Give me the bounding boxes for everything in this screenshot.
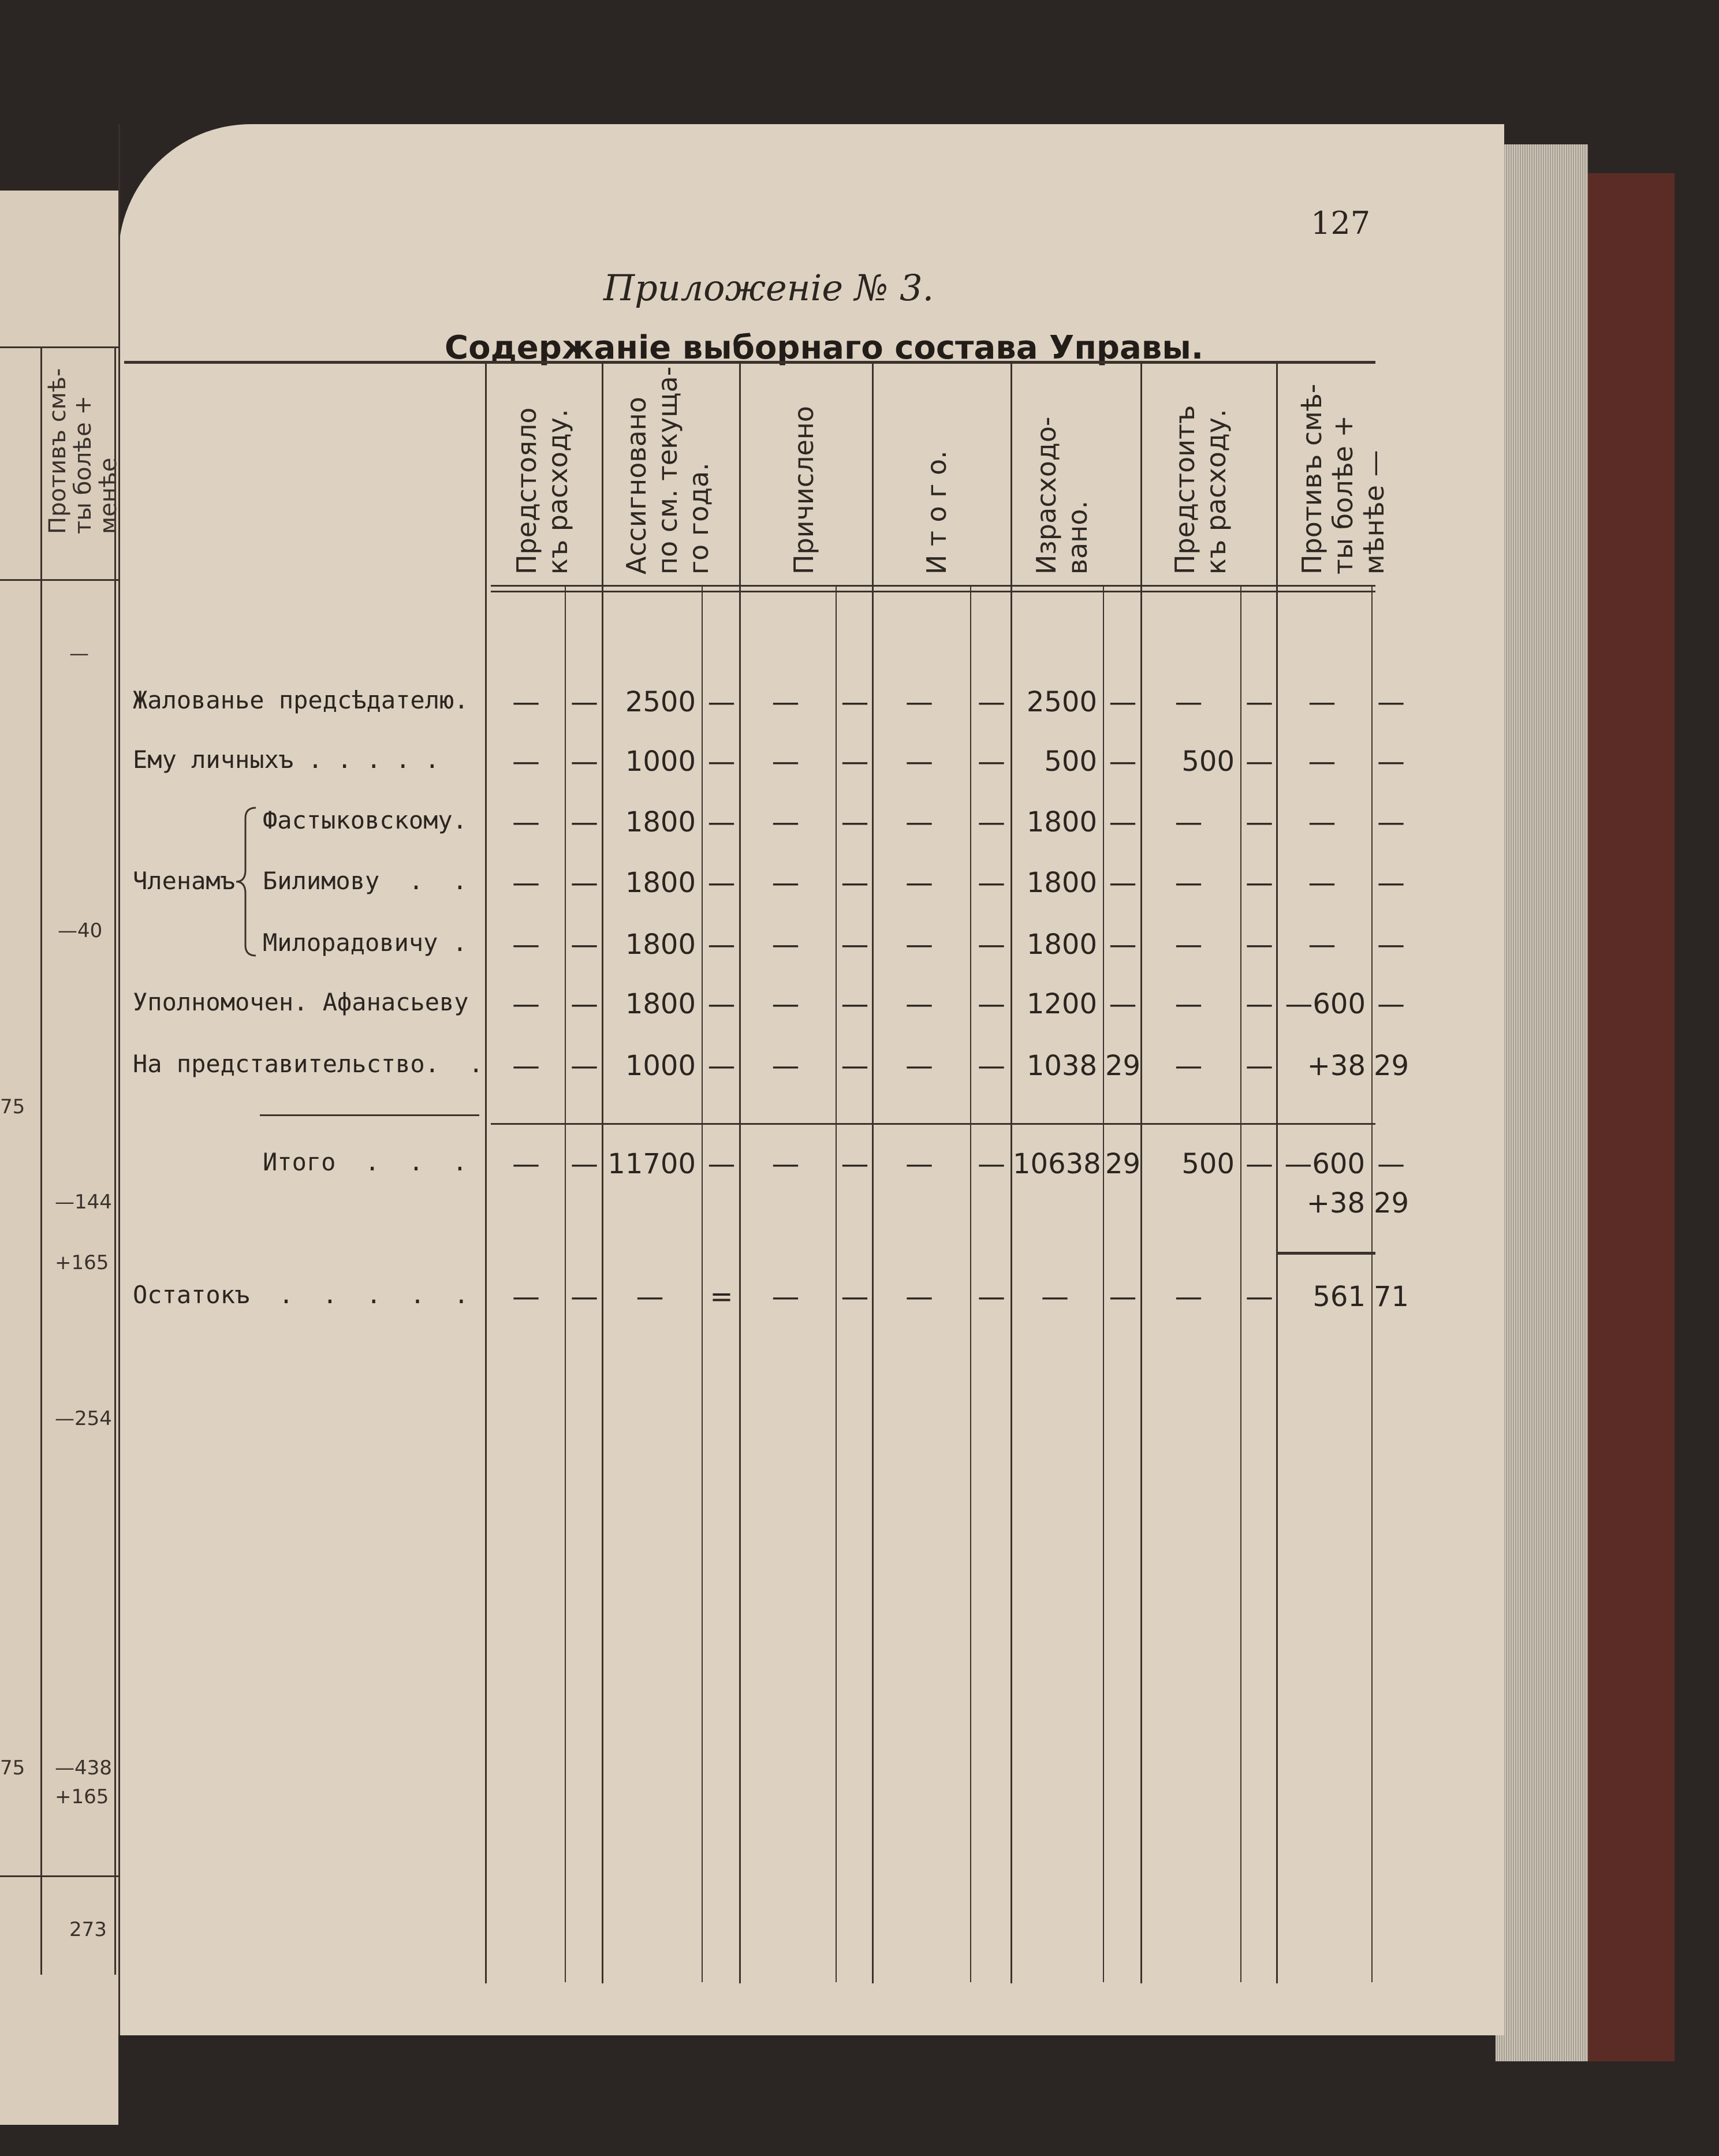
kopeck-cell: — <box>1109 745 1137 778</box>
amount-cell: — <box>1174 1281 1203 1313</box>
kopeck-cell: — <box>707 867 736 899</box>
kopeck-cell: — <box>1246 686 1273 718</box>
amount-cell: — <box>512 988 540 1020</box>
left-page-value: +165 <box>55 1785 109 1808</box>
kopeck-cell: — <box>841 988 869 1020</box>
kopeck-cell: — <box>1109 806 1137 838</box>
total-label: Итого . . . <box>263 1148 468 1176</box>
kopeck-cell: — <box>1109 686 1137 718</box>
left-page-value: 75 <box>0 1095 25 1118</box>
table-kopeck-rule <box>836 585 837 1982</box>
kopeck-cell: — <box>570 867 598 899</box>
table-column-rule <box>602 361 603 1983</box>
kopeck-cell: — <box>1109 928 1137 961</box>
amount-cell: — <box>512 928 540 961</box>
amount-cell: — <box>1174 806 1203 838</box>
column-header-spent: Израсходо- вано. <box>1031 416 1093 575</box>
kopeck-cell: — <box>707 806 736 838</box>
amount-cell: — <box>512 745 540 778</box>
amount-cell: — <box>1041 1281 1069 1313</box>
amount-cell: — <box>512 1281 540 1313</box>
kopeck-cell: — <box>978 988 1005 1020</box>
kopeck-cell: — <box>707 1148 736 1180</box>
kopeck-cell: — <box>978 806 1005 838</box>
left-page-value: —40 <box>58 919 103 942</box>
amount-cell: 1800 <box>625 806 696 838</box>
amount-cell: — <box>771 988 800 1020</box>
kopeck-cell: = <box>710 1281 733 1313</box>
kopeck-cell: — <box>1246 1148 1273 1180</box>
row-label: Фастыковскому. <box>263 806 468 834</box>
kopeck-cell: — <box>978 1148 1005 1180</box>
appendix-title: Приложеніе № 3. <box>603 267 934 309</box>
balance-sum-rule <box>1276 1252 1375 1255</box>
amount-cell: — <box>905 1148 933 1180</box>
row-label: Милорадовичу . <box>263 928 468 957</box>
kopeck-cell: — <box>978 686 1005 718</box>
amount-cell: — <box>771 867 800 899</box>
amount-cell: — <box>1308 806 1336 838</box>
kopeck-cell: — <box>978 1050 1005 1082</box>
kopeck-cell: — <box>707 928 736 961</box>
kopeck-cell: — <box>978 745 1005 778</box>
left-page-column-rule <box>114 346 116 1975</box>
table-total-rule <box>491 1123 1375 1125</box>
kopeck-cell: — <box>570 1148 598 1180</box>
kopeck-cell: — <box>570 806 598 838</box>
amount-cell: — <box>1174 928 1203 961</box>
column-header-added: Причислено <box>788 406 819 575</box>
amount-cell: — <box>1308 745 1336 778</box>
amount-cell: —600 <box>1285 988 1366 1020</box>
kopeck-cell: — <box>1377 806 1405 838</box>
amount-cell: 500 <box>1181 1148 1235 1180</box>
kopeck-cell: — <box>570 988 598 1020</box>
amount-cell: — <box>771 745 800 778</box>
kopeck-cell: — <box>978 928 1005 961</box>
kopeck-cell: — <box>707 686 736 718</box>
left-page-header-rule <box>0 579 118 581</box>
kopeck-cell: — <box>1246 928 1273 961</box>
table-header-rule <box>491 591 1375 592</box>
kopeck-cell: — <box>707 745 736 778</box>
amount-cell: —600 <box>1284 1148 1365 1180</box>
amount-cell: 1000 <box>625 745 696 778</box>
left-page-value: — <box>69 642 89 665</box>
kopeck-cell: — <box>1246 806 1273 838</box>
amount-cell: — <box>512 686 540 718</box>
amount-cell: — <box>1174 1050 1203 1082</box>
amount-cell: — <box>905 806 933 838</box>
amount-cell: — <box>1308 686 1336 718</box>
amount-cell: 2500 <box>1026 686 1097 718</box>
kopeck-cell: — <box>1377 867 1405 899</box>
kopeck-cell: — <box>841 1148 869 1180</box>
amount-cell: — <box>905 1281 933 1313</box>
row-label: Билимову . . <box>263 867 468 895</box>
amount-cell: 1800 <box>1026 928 1097 961</box>
amount-cell: — <box>905 1050 933 1082</box>
amount-cell: — <box>1308 867 1336 899</box>
left-page-top-rule <box>0 346 118 348</box>
column-header-planned: Предстояло къ расходу. <box>511 407 573 575</box>
amount-cell: 1800 <box>625 928 696 961</box>
amount-cell: — <box>771 806 800 838</box>
page-number: 127 <box>1311 205 1371 241</box>
amount-cell: — <box>905 988 933 1020</box>
amount-cell: 561 <box>1312 1281 1366 1313</box>
table-column-rule <box>485 361 487 1983</box>
amount-cell: — <box>905 745 933 778</box>
book-cover-edge <box>1588 173 1675 2061</box>
amount-cell: — <box>512 1050 540 1082</box>
amount-cell: 1038 <box>1026 1050 1097 1082</box>
table-column-rule <box>1276 361 1278 1983</box>
kopeck-cell: — <box>978 867 1005 899</box>
amount-cell: — <box>1174 867 1203 899</box>
kopeck-cell: — <box>1377 988 1405 1020</box>
kopeck-cell: 71 <box>1374 1281 1409 1313</box>
column-header-pending: Предстоитъ къ расходу. <box>1169 405 1232 575</box>
table-kopeck-rule <box>1371 585 1373 1982</box>
column-header-assigned: Ассигновано по см. текуща- го года. <box>621 366 714 575</box>
table-kopeck-rule <box>565 585 566 1982</box>
kopeck-cell: — <box>841 745 869 778</box>
amount-cell: 11700 <box>607 1148 696 1180</box>
kopeck-cell: — <box>1246 745 1273 778</box>
kopeck-cell: — <box>841 867 869 899</box>
left-page-value: —254 <box>55 1407 112 1430</box>
kopeck-cell: — <box>707 1050 736 1082</box>
amount-cell: — <box>905 928 933 961</box>
amount-cell: — <box>512 867 540 899</box>
amount-cell: — <box>512 1148 540 1180</box>
table-kopeck-rule <box>970 585 971 1982</box>
left-page-sum-rule <box>0 1875 118 1877</box>
left-page-value: +165 <box>55 1251 109 1274</box>
row-label: Уполномочен. Афанасьеву <box>133 988 469 1016</box>
amount-cell: 1800 <box>1026 867 1097 899</box>
amount-cell: 2500 <box>625 686 696 718</box>
kopeck-cell: 29 <box>1374 1187 1409 1219</box>
table-header-rule <box>491 585 1375 587</box>
kopeck-cell: — <box>570 686 598 718</box>
kopeck-cell: — <box>1377 928 1405 961</box>
row-label: Ему личныхъ . . . . . <box>133 745 440 774</box>
kopeck-cell: — <box>1109 988 1137 1020</box>
left-page-column-header: Противъ смѣ- ты болѣе + менѣе <box>44 368 122 534</box>
page-stack-edge <box>1496 144 1588 2061</box>
kopeck-cell: — <box>1377 1148 1405 1180</box>
amount-cell: — <box>636 1281 664 1313</box>
amount-cell: — <box>905 686 933 718</box>
left-page-value: —144 <box>55 1191 112 1214</box>
amount-cell: — <box>771 1050 800 1082</box>
table-kopeck-rule <box>1103 585 1104 1982</box>
table-kopeck-rule <box>702 585 703 1982</box>
amount-cell: 1800 <box>1026 806 1097 838</box>
kopeck-cell: — <box>841 806 869 838</box>
kopeck-cell: — <box>1246 867 1273 899</box>
kopeck-cell: — <box>1246 1281 1273 1313</box>
kopeck-cell: — <box>841 928 869 961</box>
column-header-difference: Противъ смѣ- ты болѣе + мѣнѣе — <box>1296 383 1390 575</box>
kopeck-cell: — <box>570 1050 598 1082</box>
amount-cell: 1200 <box>1026 988 1097 1020</box>
amount-cell: — <box>771 1281 800 1313</box>
kopeck-cell: 29 <box>1105 1148 1141 1180</box>
table-column-rule <box>1140 361 1142 1983</box>
kopeck-cell: 29 <box>1374 1050 1409 1082</box>
amount-cell: — <box>512 806 540 838</box>
kopeck-cell: — <box>570 1281 598 1313</box>
kopeck-cell: — <box>1246 988 1273 1020</box>
amount-cell: +38 <box>1306 1187 1365 1219</box>
group-label-members: Членамъ <box>133 867 236 895</box>
row-label: На представительство. . <box>133 1050 483 1078</box>
amount-cell: — <box>771 1148 800 1180</box>
amount-cell: — <box>771 928 800 961</box>
kopeck-cell: — <box>1377 745 1405 778</box>
kopeck-cell: — <box>1377 686 1405 718</box>
amount-cell: — <box>905 867 933 899</box>
kopeck-cell: — <box>570 745 598 778</box>
kopeck-cell: — <box>1246 1050 1273 1082</box>
left-page-value: —438 <box>55 1756 112 1780</box>
amount-cell: 1800 <box>625 867 696 899</box>
left-page-column-rule <box>40 346 42 1975</box>
table-column-rule <box>872 361 874 1983</box>
table-title: Содержаніе выборнаго состава Управы. <box>445 329 1204 367</box>
amount-cell: +38 <box>1307 1050 1366 1082</box>
amount-cell: — <box>1174 686 1203 718</box>
kopeck-cell: — <box>1109 867 1137 899</box>
amount-cell: 1800 <box>625 988 696 1020</box>
amount-cell: — <box>1308 928 1336 961</box>
table-column-rule <box>739 361 741 1983</box>
table-kopeck-rule <box>1240 585 1241 1982</box>
kopeck-cell: 29 <box>1105 1050 1141 1082</box>
amount-cell: 10638 <box>1013 1148 1101 1180</box>
group-brace <box>234 805 263 958</box>
kopeck-cell: — <box>978 1281 1005 1313</box>
amount-cell: 500 <box>1044 745 1097 778</box>
label-total-rule <box>260 1114 479 1116</box>
amount-cell: 1000 <box>625 1050 696 1082</box>
kopeck-cell: — <box>1109 1281 1137 1313</box>
left-page-value: 75 <box>0 1756 25 1780</box>
column-header-total: И т о г о. <box>921 450 952 575</box>
left-page-value: 273 <box>69 1918 107 1941</box>
amount-cell: — <box>771 686 800 718</box>
row-label: Жалованье предсѣдателю. <box>133 686 469 714</box>
amount-cell: 500 <box>1181 745 1235 778</box>
kopeck-cell: — <box>707 988 736 1020</box>
kopeck-cell: — <box>841 1281 869 1313</box>
table-column-rule <box>1010 361 1012 1983</box>
remainder-label: Остатокъ . . . . . <box>133 1281 469 1309</box>
amount-cell: — <box>1174 988 1203 1020</box>
kopeck-cell: — <box>841 1050 869 1082</box>
table-top-rule <box>124 361 1375 364</box>
kopeck-cell: — <box>841 686 869 718</box>
kopeck-cell: — <box>570 928 598 961</box>
